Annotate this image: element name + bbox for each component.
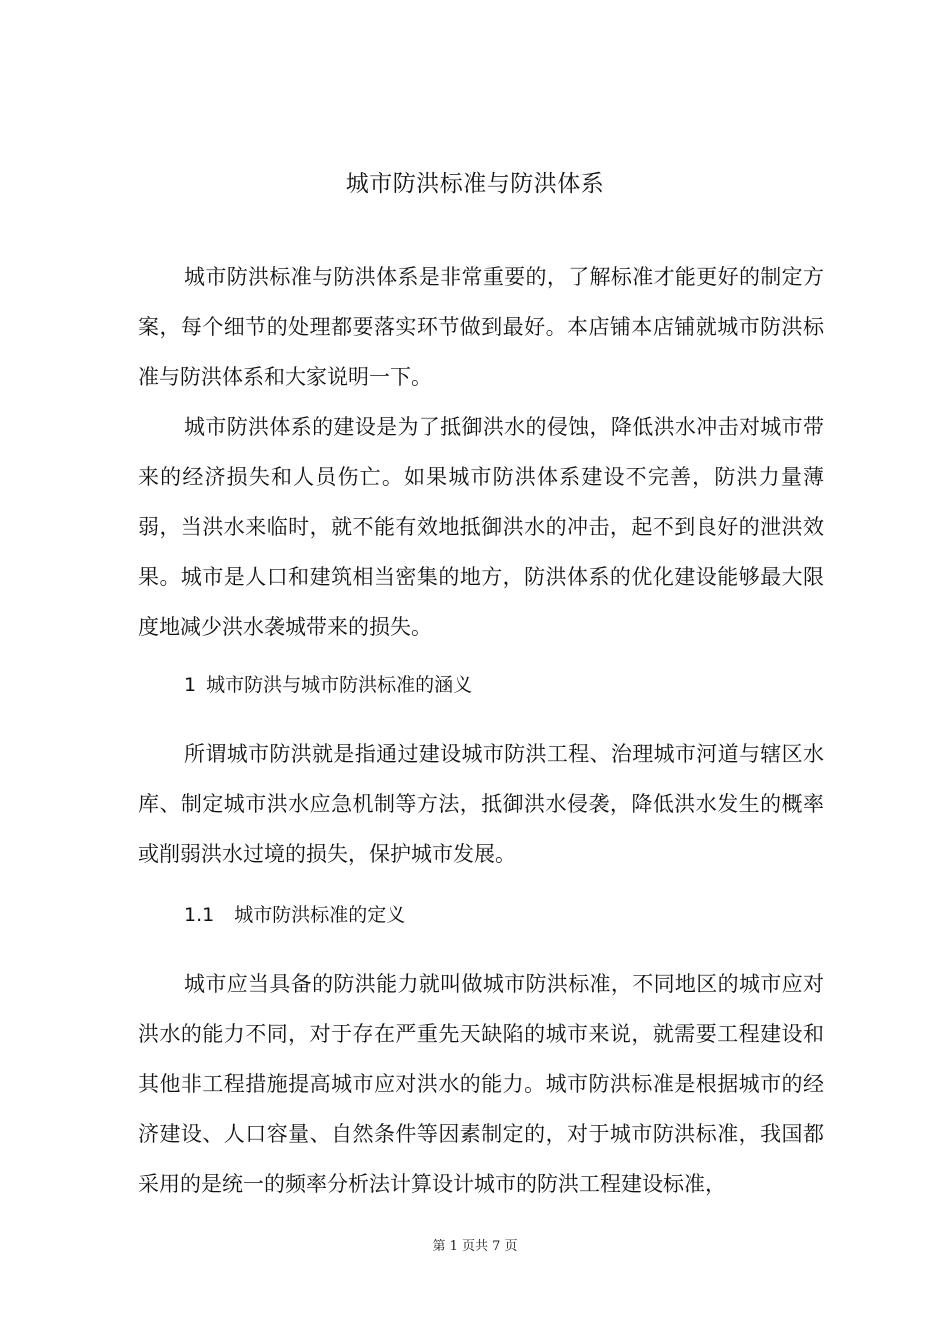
paragraph-flood-system: 城市防洪体系的建设是为了抵御洪水的侵蚀，降低洪水冲击对城市带来的经济损失和人员伤亡。如果城市防洪体系建设不完善，防洪力量薄弱，当洪水来临时，就不能有效地抵御洪水的冲击，起不到良好的泄洪效果。城市是人口和建筑相当密集的地方，防洪体系的优化建设能够最大限度地减少洪水袭城带来的损失。 xyxy=(138,415,824,639)
paragraph-intro: 城市防洪标准与防洪体系是非常重要的，了解标准才能更好的制定方案，每个细节的处理都要落实环节做到最好。本店铺本店铺就城市防洪标准与防洪体系和大家说明一下。 xyxy=(138,265,824,389)
paragraph-standard-definition: 城市应当具备的防洪能力就叫做城市防洪标准，不同地区的城市应对洪水的能力不同，对于存在严重先天缺陷的城市来说，就需要工程建设和其他非工程措施提高城市应对洪水的能力。城市防洪标准是根据城市的经济建设、人口容量、自然条件等因素制定的，对于城市防洪标准，我国都采用的是统一的频率分析法计算设计城市的防洪工程建设标准， xyxy=(138,972,824,1196)
section-title: 城市防洪标准的定义 xyxy=(234,904,406,926)
page-footer: 第 1 页共 7 页 xyxy=(432,1239,518,1254)
section-heading-1-1 xyxy=(184,899,405,931)
section-heading-1 xyxy=(184,669,472,701)
section-number: 1 xyxy=(184,674,197,696)
paragraph-city-flood-definition: 所谓城市防洪就是指通过建设城市防洪工程、治理城市河道与辖区水库、制定城市洪水应急机制等方法，抵御洪水侵袭，降低洪水发生的概率或削弱洪水过境的损失，保护城市发展。 xyxy=(138,742,824,866)
document-title: 城市防洪标准与防洪体系 xyxy=(345,171,605,197)
section-title: 城市防洪与城市防洪标准的涵义 xyxy=(206,674,473,696)
section-number: 1.1 xyxy=(184,904,215,926)
